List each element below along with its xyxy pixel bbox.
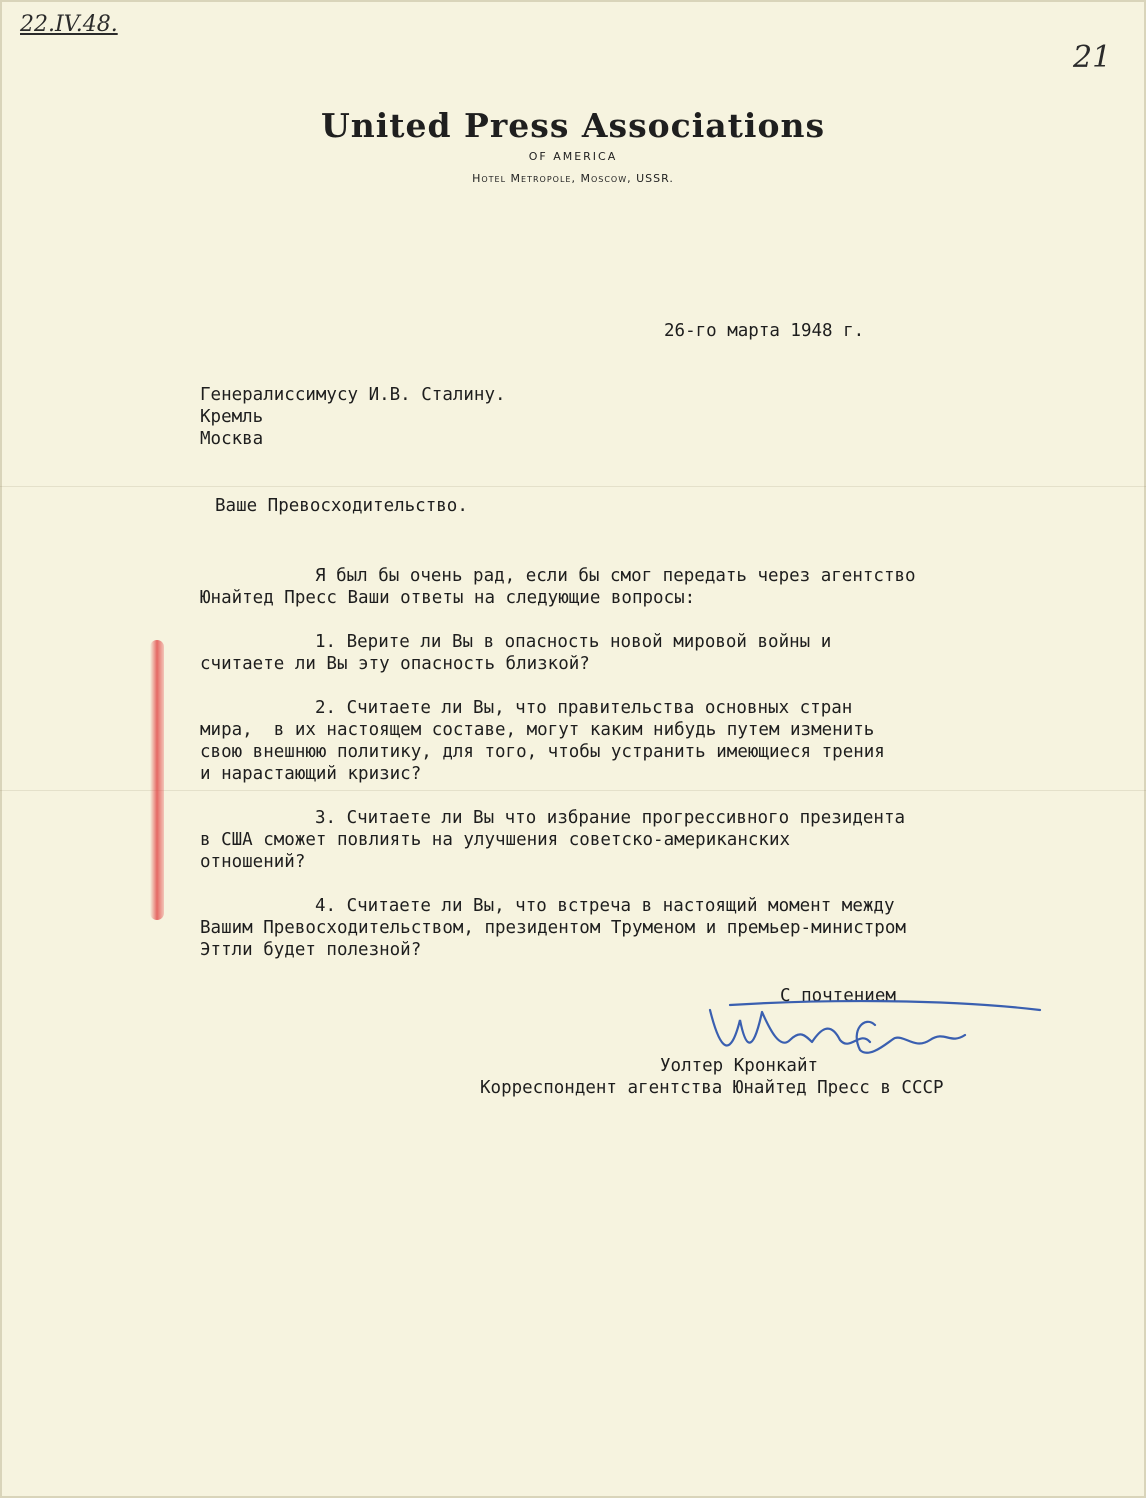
question-4-line: 4. Считаете ли Вы, что встреча в настоящий момент между [315,896,895,916]
question-2-line: свою внешнюю политику, для того, чтобы устранить имеющиеся трения [200,742,885,762]
question-4-line: Вашим Превосходительством, президентом Труменом и премьер-министром [200,918,906,938]
question-3-line: отношений? [200,852,306,872]
paper-fold [0,790,1146,791]
archive-page-number: 21 [1073,40,1112,75]
question-1-line: считаете ли Вы эту опасность близкой? [200,654,590,674]
archive-date-note: 22.IV.48. [20,12,118,37]
intro-line: Юнайтед Пресс Ваши ответы на следующие вопросы: [200,588,696,608]
red-pencil-margin-mark [150,640,164,920]
intro-line: Я был бы очень рад, если бы смог передать через агентство [315,566,916,586]
question-2-line: 2. Считаете ли Вы, что правительства основных стран [315,698,853,718]
signatory-name: Уолтер Кронкайт [660,1056,819,1076]
question-3-line: 3. Считаете ли Вы что избрание прогрессивного президента [315,808,906,828]
closing: С почтением [780,986,896,1006]
question-1-line: 1. Верите ли Вы в опасность новой мировой войны и [315,632,832,652]
question-2-line: мира, в их настоящем составе, могут каким нибудь путем изменить [200,720,875,740]
letterhead-subtitle: OF AMERICA [528,150,618,163]
question-3-line: в США сможет повлиять на улучшения советско-американских [200,830,791,850]
question-4-line: Эттли будет полезной? [200,940,422,960]
salutation: Ваше Превосходительство. [215,496,468,516]
letter-date: 26-го марта 1948 г. [664,321,865,341]
addressee-line: Москва [200,429,264,449]
paper-fold [0,486,1146,487]
letterhead-title: United Press Associations [320,106,826,145]
addressee-line: Генералиссимусу И.В. Сталину. [200,385,506,405]
addressee-line: Кремль [200,407,264,427]
letterhead-address: Hotel Metropole, Moscow, USSR. [472,172,674,185]
signatory-title: Корреспондент агентства Юнайтед Пресс в СССР [480,1078,944,1098]
question-2-line: и нарастающий кризис? [200,764,422,784]
